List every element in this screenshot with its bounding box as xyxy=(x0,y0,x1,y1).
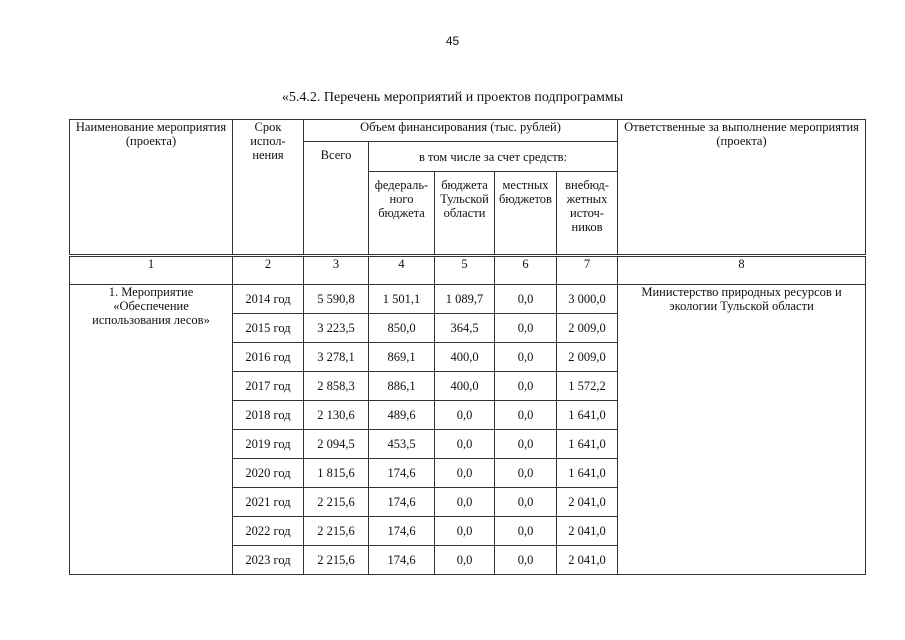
offbudget-cell: 2 041,0 xyxy=(557,546,618,575)
federal-cell: 869,1 xyxy=(369,343,435,372)
offbudget-cell: 2 009,0 xyxy=(557,343,618,372)
offbudget-cell: 1 641,0 xyxy=(557,430,618,459)
local-cell: 0,0 xyxy=(495,517,557,546)
year-cell: 2023 год xyxy=(233,546,304,575)
year-cell: 2020 год xyxy=(233,459,304,488)
federal-cell: 1 501,1 xyxy=(369,285,435,314)
column-number: 7 xyxy=(557,256,618,285)
total-cell: 3 278,1 xyxy=(304,343,369,372)
local-cell: 0,0 xyxy=(495,285,557,314)
federal-cell: 453,5 xyxy=(369,430,435,459)
regional-cell: 0,0 xyxy=(435,401,495,430)
federal-cell: 850,0 xyxy=(369,314,435,343)
federal-cell: 174,6 xyxy=(369,488,435,517)
header-term: Срок испол- нения xyxy=(233,120,304,256)
local-cell: 0,0 xyxy=(495,372,557,401)
header-regional: бюджета Тульской области xyxy=(435,172,495,256)
local-cell: 0,0 xyxy=(495,459,557,488)
offbudget-cell: 2 041,0 xyxy=(557,517,618,546)
local-cell: 0,0 xyxy=(495,343,557,372)
financing-table xyxy=(69,119,866,575)
year-cell: 2016 год xyxy=(233,343,304,372)
year-cell: 2019 год xyxy=(233,430,304,459)
offbudget-cell: 1 641,0 xyxy=(557,401,618,430)
regional-cell: 364,5 xyxy=(435,314,495,343)
total-cell: 3 223,5 xyxy=(304,314,369,343)
local-cell: 0,0 xyxy=(495,401,557,430)
table-body xyxy=(70,120,866,575)
activity-name: 1. Мероприятие «Обеспечение использования лесов» xyxy=(70,285,233,575)
column-number: 5 xyxy=(435,256,495,285)
year-cell: 2022 год xyxy=(233,517,304,546)
federal-cell: 174,6 xyxy=(369,517,435,546)
column-number: 8 xyxy=(618,256,866,285)
local-cell: 0,0 xyxy=(495,314,557,343)
year-cell: 2018 год xyxy=(233,401,304,430)
year-cell: 2014 год xyxy=(233,285,304,314)
page-number: 45 xyxy=(445,34,460,48)
offbudget-cell: 2 009,0 xyxy=(557,314,618,343)
column-number-row xyxy=(70,256,866,285)
header-federal: федераль- ного бюджета xyxy=(369,172,435,256)
regional-cell: 0,0 xyxy=(435,517,495,546)
total-cell: 5 590,8 xyxy=(304,285,369,314)
federal-cell: 489,6 xyxy=(369,401,435,430)
regional-cell: 400,0 xyxy=(435,372,495,401)
year-cell: 2015 год xyxy=(233,314,304,343)
table-row xyxy=(70,285,866,314)
regional-cell: 0,0 xyxy=(435,459,495,488)
header-volume: Объем финансирования (тыс. рублей) xyxy=(304,120,618,142)
responsible-body: Министерство природных ресурсов и экологии Тульской области xyxy=(618,285,866,575)
year-cell: 2021 год xyxy=(233,488,304,517)
column-number: 1 xyxy=(70,256,233,285)
header-row-1 xyxy=(70,120,866,142)
regional-cell: 400,0 xyxy=(435,343,495,372)
local-cell: 0,0 xyxy=(495,546,557,575)
local-cell: 0,0 xyxy=(495,430,557,459)
regional-cell: 1 089,7 xyxy=(435,285,495,314)
column-number: 6 xyxy=(495,256,557,285)
total-cell: 2 215,6 xyxy=(304,517,369,546)
header-name: Наименование мероприятия (проекта) xyxy=(70,120,233,256)
regional-cell: 0,0 xyxy=(435,546,495,575)
header-offbudget: внебюд- жетных источ- ников xyxy=(557,172,618,256)
total-cell: 2 858,3 xyxy=(304,372,369,401)
document-title: «5.4.2. Перечень мероприятий и проектов подпрограммы xyxy=(281,90,624,105)
total-cell: 2 130,6 xyxy=(304,401,369,430)
column-number: 3 xyxy=(304,256,369,285)
total-cell: 2 215,6 xyxy=(304,546,369,575)
header-responsible: Ответственные за выполнение мероприятия (проекта) xyxy=(618,120,866,256)
header-including: в том числе за счет средств: xyxy=(369,142,618,172)
header-total: Всего xyxy=(304,142,369,256)
column-number: 2 xyxy=(233,256,304,285)
total-cell: 1 815,6 xyxy=(304,459,369,488)
federal-cell: 174,6 xyxy=(369,546,435,575)
offbudget-cell: 3 000,0 xyxy=(557,285,618,314)
offbudget-cell: 2 041,0 xyxy=(557,488,618,517)
regional-cell: 0,0 xyxy=(435,488,495,517)
total-cell: 2 215,6 xyxy=(304,488,369,517)
offbudget-cell: 1 572,2 xyxy=(557,372,618,401)
offbudget-cell: 1 641,0 xyxy=(557,459,618,488)
federal-cell: 886,1 xyxy=(369,372,435,401)
column-number: 4 xyxy=(369,256,435,285)
year-cell: 2017 год xyxy=(233,372,304,401)
total-cell: 2 094,5 xyxy=(304,430,369,459)
local-cell: 0,0 xyxy=(495,488,557,517)
regional-cell: 0,0 xyxy=(435,430,495,459)
header-local: местных бюджетов xyxy=(495,172,557,256)
federal-cell: 174,6 xyxy=(369,459,435,488)
